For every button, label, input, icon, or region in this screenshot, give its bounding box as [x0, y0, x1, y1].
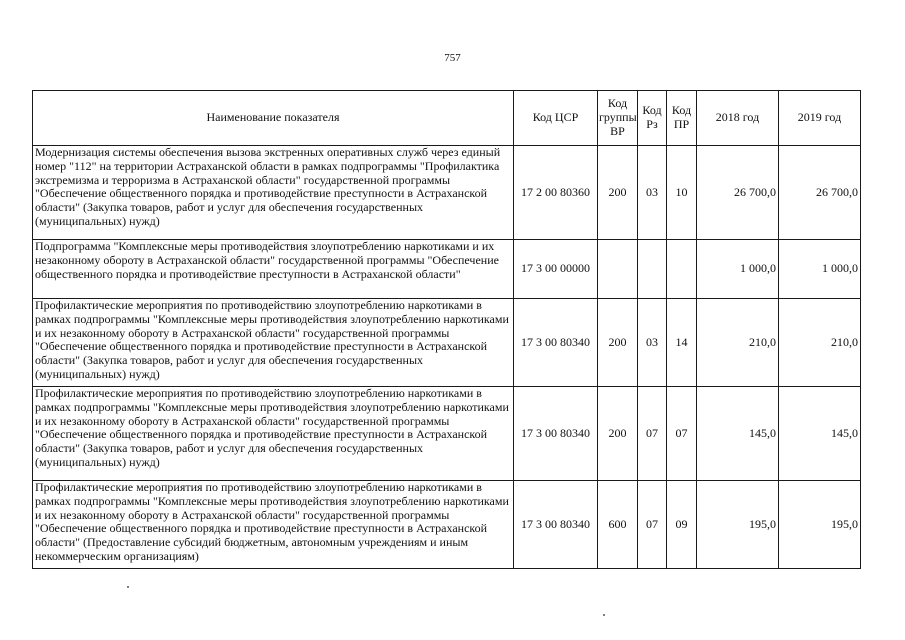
- scan-speck: [127, 586, 129, 588]
- row-2019: 1 000,0: [779, 240, 861, 299]
- header-rz: Код Рз: [638, 91, 667, 146]
- row-csr: 17 3 00 00000: [514, 240, 598, 299]
- row-vr: 200: [598, 299, 638, 387]
- budget-table: [32, 90, 861, 569]
- row-csr: 17 2 00 80360: [514, 146, 598, 240]
- row-name: Профилактические мероприятия по противодействию злоупотреблению наркотиками в рамках подпрограммы "Комплексные меры противодействия злоупотреблению наркотиками и их незаконному обороту в Астраханской области" государственной программы "Обеспечение общественного порядка и противодействие преступности в Астраханской области" (Закупка товаров, работ и услуг для обеспечения государственных (муниципальных) нужд): [33, 299, 514, 387]
- row-csr: 17 3 00 80340: [514, 481, 598, 569]
- row-2018: 210,0: [697, 299, 779, 387]
- table-row: [33, 146, 861, 240]
- table-row: [33, 240, 861, 299]
- row-csr: 17 3 00 80340: [514, 299, 598, 387]
- row-csr: 17 3 00 80340: [514, 387, 598, 481]
- row-rz: 07: [638, 481, 667, 569]
- header-csr: Код ЦСР: [514, 91, 598, 146]
- table-header-row: [33, 91, 861, 146]
- row-vr: 600: [598, 481, 638, 569]
- row-pr: 07: [667, 387, 697, 481]
- scan-speck: [603, 614, 605, 616]
- row-vr: 200: [598, 387, 638, 481]
- row-2018: 26 700,0: [697, 146, 779, 240]
- header-vr: Код группы ВР: [598, 91, 638, 146]
- row-pr: 14: [667, 299, 697, 387]
- row-pr: [667, 240, 697, 299]
- row-vr: [598, 240, 638, 299]
- row-2019: 145,0: [779, 387, 861, 481]
- row-pr: 10: [667, 146, 697, 240]
- header-pr: Код ПР: [667, 91, 697, 146]
- row-2019: 210,0: [779, 299, 861, 387]
- table-row: [33, 387, 861, 481]
- header-2019: 2019 год: [779, 91, 861, 146]
- row-2019: 195,0: [779, 481, 861, 569]
- row-name: Подпрограмма "Комплексные меры противодействия злоупотреблению наркотиками и их незаконному обороту в Астраханской области" государственной программы "Обеспечение общественного порядка и противодействие преступности в Астраханской области": [33, 240, 514, 299]
- row-2018: 1 000,0: [697, 240, 779, 299]
- header-2018: 2018 год: [697, 91, 779, 146]
- table-row: [33, 481, 861, 569]
- row-rz: 03: [638, 299, 667, 387]
- row-rz: 03: [638, 146, 667, 240]
- page-number: 757: [444, 52, 461, 64]
- row-name: Профилактические мероприятия по противодействию злоупотреблению наркотиками в рамках подпрограммы "Комплексные меры противодействия злоупотреблению наркотиками и их незаконному обороту в Астраханской области" государственной программы "Обеспечение общественного порядка и противодействие преступности в Астраханской области" (Закупка товаров, работ и услуг для обеспечения государственных (муниципальных) нужд): [33, 387, 514, 481]
- row-name: Профилактические мероприятия по противодействию злоупотреблению наркотиками в рамках подпрограммы "Комплексные меры противодействия злоупотреблению наркотиками и их незаконному обороту в Астраханской области" государственной программы "Обеспечение общественного порядка и противодействие преступности в Астраханской области" (Предоставление субсидий бюджетным, автономным учреждениям и иным некоммерческим организациям): [33, 481, 514, 569]
- row-vr: 200: [598, 146, 638, 240]
- row-rz: [638, 240, 667, 299]
- row-rz: 07: [638, 387, 667, 481]
- row-pr: 09: [667, 481, 697, 569]
- row-name: Модернизация системы обеспечения вызова экстренных оперативных служб через единый номер "112" на территории Астраханской области в рамках подпрограммы "Профилактика экстремизма и терроризма в Астраханской области" государственной программы "Обеспечение общественного порядка и противодействие преступности в Астраханской области" (Закупка товаров, работ и услуг для обеспечения государственных (муниципальных) нужд): [33, 146, 514, 240]
- row-2018: 195,0: [697, 481, 779, 569]
- table-row: [33, 299, 861, 387]
- header-name: Наименование показателя: [33, 91, 514, 146]
- row-2018: 145,0: [697, 387, 779, 481]
- row-2019: 26 700,0: [779, 146, 861, 240]
